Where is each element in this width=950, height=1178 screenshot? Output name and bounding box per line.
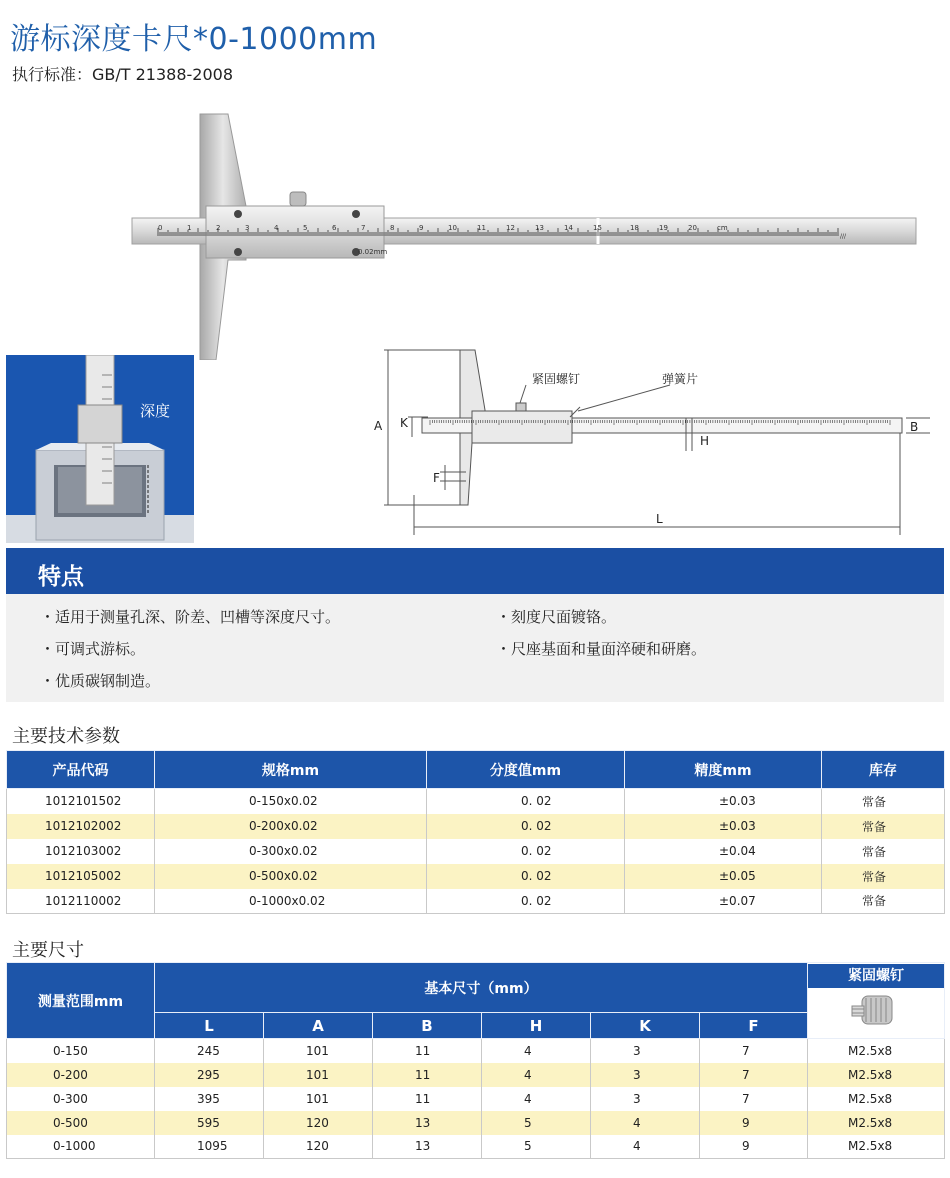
cell-screw: M2.5x8 xyxy=(808,1087,945,1111)
scale-number: 0 xyxy=(158,224,163,232)
cell-resolution: 0. 02 xyxy=(427,889,625,914)
scale-number: 15 xyxy=(593,224,602,232)
cell-size: 0-1000x0.02 xyxy=(155,889,427,914)
cell-range: 0-300 xyxy=(7,1087,155,1111)
depth-measure-image xyxy=(6,355,194,543)
cell-a: 120 xyxy=(264,1111,373,1135)
feature-item: ・可调式游标。 xyxy=(40,640,146,658)
scale-number: 2 xyxy=(216,224,221,232)
table-row xyxy=(7,1135,945,1159)
cell-k: 3 xyxy=(591,1063,700,1087)
cell-f: 9 xyxy=(700,1135,808,1159)
cell-code: 1012103002 xyxy=(7,839,155,864)
cell-a: 101 xyxy=(264,1039,373,1063)
cell-f: 7 xyxy=(700,1039,808,1063)
cell-accuracy: ±0.04 xyxy=(625,839,822,864)
dim-label-k: K xyxy=(400,416,408,430)
cell-f: 7 xyxy=(700,1087,808,1111)
scale-number: 5 xyxy=(303,224,308,232)
cell-stock: 常备 xyxy=(822,789,945,814)
cell-size: 0-150x0.02 xyxy=(155,789,427,814)
cell-l: 295 xyxy=(155,1063,264,1087)
dim-label-a: A xyxy=(374,419,383,433)
feature-item: ・优质碳钢制造。 xyxy=(40,672,161,690)
scale-number: 20 xyxy=(688,224,697,232)
cell-code: 1012110002 xyxy=(7,889,155,914)
spec-header-stock: 库存 xyxy=(822,751,945,789)
dim-label-b: B xyxy=(910,420,919,434)
scale-number: cm xyxy=(717,224,728,232)
spec-header-size: 规格mm xyxy=(155,751,427,789)
table-row xyxy=(7,1087,945,1111)
cell-range: 0-200 xyxy=(7,1063,155,1087)
cell-stock: 常备 xyxy=(822,839,945,864)
cell-code: 1012102002 xyxy=(7,814,155,839)
cell-screw: M2.5x8 xyxy=(808,1063,945,1087)
cell-resolution: 0. 02 xyxy=(427,864,625,889)
spec-header-accuracy: 精度mm xyxy=(625,751,822,789)
cell-code: 1012105002 xyxy=(7,864,155,889)
scale-number: 7 xyxy=(361,224,366,232)
scale-number: 13 xyxy=(535,224,544,232)
scale-number: 6 xyxy=(332,224,337,232)
dims-header-screw: 紧固螺钉 xyxy=(808,964,944,988)
cell-resolution: 0. 02 xyxy=(427,789,625,814)
cell-l: 1095 xyxy=(155,1135,264,1159)
dims-header-k: K xyxy=(591,1013,700,1039)
cell-f: 9 xyxy=(700,1111,808,1135)
cell-f: 7 xyxy=(700,1063,808,1087)
cell-h: 4 xyxy=(482,1063,591,1087)
cell-range: 0-150 xyxy=(7,1039,155,1063)
cell-resolution: 0. 02 xyxy=(427,814,625,839)
cell-a: 101 xyxy=(264,1087,373,1111)
cell-h: 5 xyxy=(482,1135,591,1159)
spring-label: 弹簧片 xyxy=(662,372,699,386)
dims-header-row xyxy=(7,963,945,1013)
cell-code: 1012101502 xyxy=(7,789,155,814)
dim-label-l: L xyxy=(656,512,663,526)
feature-item: ・适用于测量孔深、阶差、凹槽等深度尺寸。 xyxy=(40,608,341,626)
scale-number: 1 xyxy=(187,224,192,232)
spec-header-row xyxy=(7,751,945,789)
spec-header-code: 产品代码 xyxy=(7,751,155,789)
dimension-diagram xyxy=(370,345,940,540)
feature-item: ・刻度尺面镀铬。 xyxy=(496,608,617,626)
cell-accuracy: ±0.07 xyxy=(625,889,822,914)
features-title: 特点 xyxy=(38,564,84,590)
cell-b: 11 xyxy=(373,1039,482,1063)
cell-k: 3 xyxy=(591,1087,700,1111)
dims-header-b: B xyxy=(373,1013,482,1039)
svg-text:///: /// xyxy=(840,233,847,240)
cell-stock: 常备 xyxy=(822,814,945,839)
standard-text: 执行标准：GB/T 21388-2008 xyxy=(12,65,234,84)
dims-header-screw-cell xyxy=(808,963,945,1039)
table-row xyxy=(7,839,945,864)
cell-size: 0-200x0.02 xyxy=(155,814,427,839)
scale-number: 19 xyxy=(659,224,668,232)
scale-number: 11 xyxy=(477,224,486,232)
cell-stock: 常备 xyxy=(822,889,945,914)
cell-screw: M2.5x8 xyxy=(808,1111,945,1135)
spec-section-title: 主要技术参数 xyxy=(12,726,120,747)
screw-icon xyxy=(846,990,906,1038)
table-row xyxy=(7,864,945,889)
cell-k: 4 xyxy=(591,1111,700,1135)
cell-h: 4 xyxy=(482,1087,591,1111)
scale-number: 14 xyxy=(564,224,573,232)
depth-label: 深度 xyxy=(140,402,171,420)
feature-item: ・尺座基面和量面淬硬和研磨。 xyxy=(496,640,707,658)
cell-resolution: 0. 02 xyxy=(427,839,625,864)
table-row xyxy=(7,889,945,914)
dims-header-range: 测量范围mm xyxy=(7,963,155,1039)
table-row xyxy=(7,1111,945,1135)
cell-l: 245 xyxy=(155,1039,264,1063)
cell-b: 13 xyxy=(373,1111,482,1135)
spec-header-resolution: 分度值mm xyxy=(427,751,625,789)
cell-accuracy: ±0.03 xyxy=(625,789,822,814)
cell-h: 5 xyxy=(482,1111,591,1135)
cell-k: 4 xyxy=(591,1135,700,1159)
cell-screw: M2.5x8 xyxy=(808,1135,945,1159)
cell-a: 101 xyxy=(264,1063,373,1087)
scale-number: 18 xyxy=(630,224,639,232)
cell-h: 4 xyxy=(482,1039,591,1063)
cell-b: 11 xyxy=(373,1087,482,1111)
features-header-bar xyxy=(6,548,944,594)
cell-l: 595 xyxy=(155,1111,264,1135)
dims-header-basic: 基本尺寸（mm） xyxy=(155,963,808,1013)
page-title: 游标深度卡尺*0-1000mm xyxy=(10,22,378,57)
cell-screw: M2.5x8 xyxy=(808,1039,945,1063)
cell-size: 0-500x0.02 xyxy=(155,864,427,889)
scale-number: 10 xyxy=(448,224,457,232)
cell-a: 120 xyxy=(264,1135,373,1159)
cell-size: 0-300x0.02 xyxy=(155,839,427,864)
dims-header-l: L xyxy=(155,1013,264,1039)
vernier-label: 0.02mm xyxy=(358,248,388,256)
cell-b: 13 xyxy=(373,1135,482,1159)
table-row xyxy=(7,1063,945,1087)
dims-header-a: A xyxy=(264,1013,373,1039)
cell-range: 0-1000 xyxy=(7,1135,155,1159)
cell-range: 0-500 xyxy=(7,1111,155,1135)
dims-table xyxy=(6,962,945,1159)
cell-b: 11 xyxy=(373,1063,482,1087)
spec-table xyxy=(6,750,945,914)
table-row xyxy=(7,814,945,839)
dim-label-f: F xyxy=(433,471,440,485)
scale-number: 8 xyxy=(390,224,395,232)
table-row xyxy=(7,789,945,814)
dims-section-title: 主要尺寸 xyxy=(12,940,84,961)
scale-number: 3 xyxy=(245,224,250,232)
cell-accuracy: ±0.05 xyxy=(625,864,822,889)
cell-l: 395 xyxy=(155,1087,264,1111)
cell-stock: 常备 xyxy=(822,864,945,889)
cell-k: 3 xyxy=(591,1039,700,1063)
lock-screw-label: 紧固螺钉 xyxy=(532,372,581,386)
table-row xyxy=(7,1039,945,1063)
dims-header-h: H xyxy=(482,1013,591,1039)
dim-label-h: H xyxy=(700,434,710,448)
dims-header-f: F xyxy=(700,1013,808,1039)
scale-number: 4 xyxy=(274,224,279,232)
scale-number: 9 xyxy=(419,224,424,232)
caliper-image xyxy=(128,110,928,360)
cell-accuracy: ±0.03 xyxy=(625,814,822,839)
scale-number: 12 xyxy=(506,224,515,232)
